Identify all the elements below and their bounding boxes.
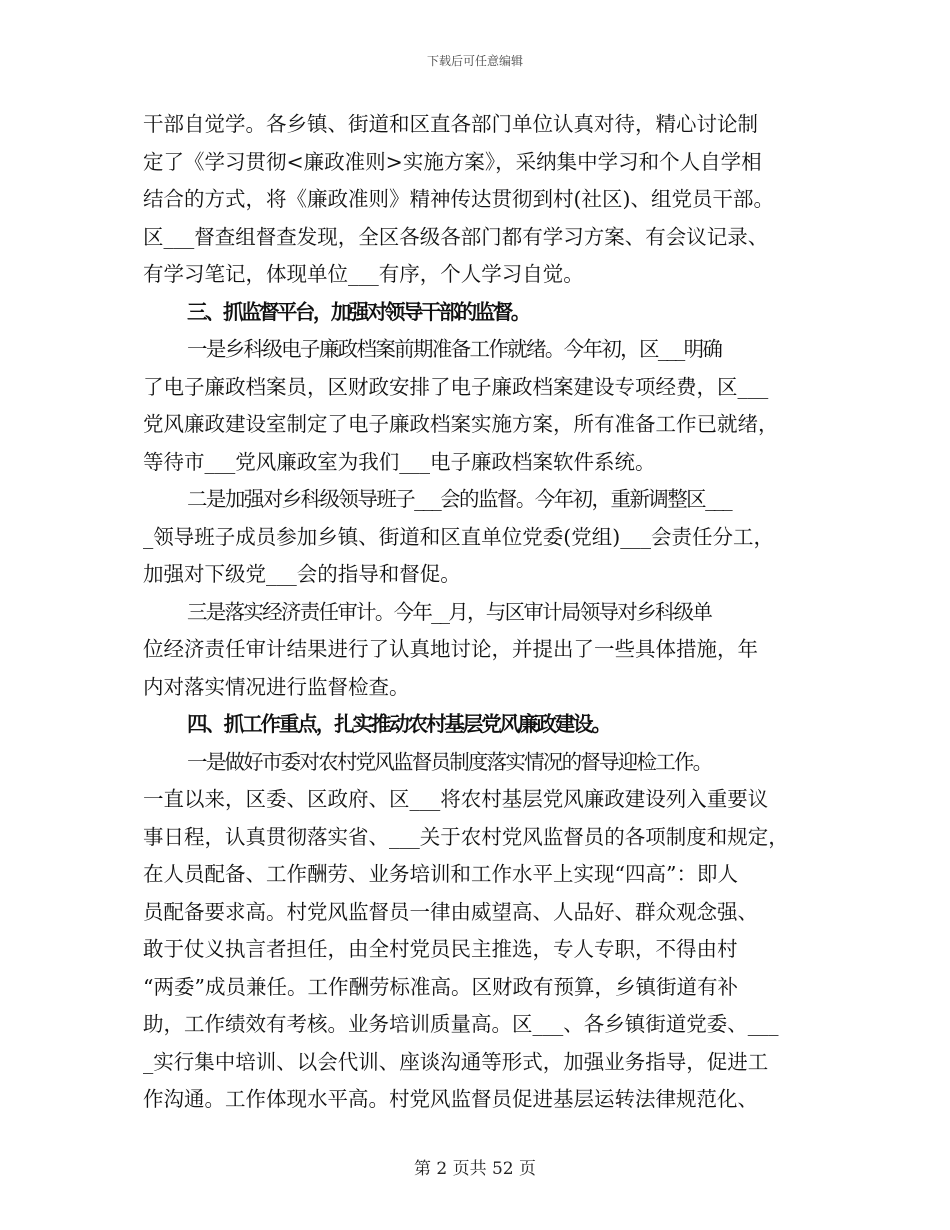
page-header: 下载后可任意编辑 — [426, 54, 523, 68]
document-body — [143, 106, 807, 1119]
text-line: 三是落实经济责任审计。今年__月，与区审计局领导对乡科级单 — [187, 599, 712, 624]
text-line: 位经济责任审计结果进行了认真地讨论，并提出了一些具体措施，年 — [143, 637, 758, 661]
text-line: 了电子廉政档案员，区财政安排了电子廉政档案建设专项经费，区___ — [143, 374, 769, 399]
text-line: 敢于仗义执言者担任，由全村党员民主推选，专人专职，不得由村 — [143, 937, 738, 961]
text-line: 事日程，认真贯彻落实省、___关于农村党风监督员的各项制度和规定， — [143, 824, 789, 849]
text-line: _领导班子成员参加乡镇、街道和区直单位党委(党组)___会责任分工， — [143, 524, 774, 549]
text-line: “两委”成员兼任。工作酬劳标准高。区财政有预算，乡镇街道有补 — [143, 974, 738, 999]
text-line: 有学习笔记，体现单位___有序，个人学习自觉。 — [143, 262, 584, 286]
text-line: 员配备要求高。村党风监督员一律由威望高、人品好、群众观念强、 — [143, 899, 758, 924]
text-line: 助，工作绩效有考核。业务培训质量高。区___、各乡镇街道党委、___ — [143, 1012, 779, 1036]
text-line: 在人员配备、工作酬劳、业务培训和工作水平上实现“四高”：即人 — [143, 862, 738, 886]
text-line: 等待市___党风廉政室为我们___电子廉政档案软件系统。 — [143, 449, 656, 474]
text-line: 干部自觉学。各乡镇、街道和区直各部门单位认真对待，精心讨论制 — [143, 112, 758, 136]
text-line: 作沟通。工作体现水平高。村党风监督员促进基层运转法律规范化、 — [143, 1087, 758, 1111]
section-heading-line: 四、抓工作重点，扎实推动农村基层党风廉政建设。 — [187, 712, 610, 736]
page-footer: 第 2 页共 52 页 — [413, 1159, 537, 1179]
text-line: 一是乡科级电子廉政档案前期准备工作就绪。今年初，区___明确 — [187, 337, 722, 361]
text-line: 区___督查组督查发现，全区各级各部门都有学习方案、有会议记录、 — [143, 224, 769, 249]
text-line: _实行集中培训、以会代训、座谈沟通等形式，加强业务指导，促进工 — [143, 1049, 769, 1074]
text-line: 加强对下级党___会的指导和督促。 — [143, 562, 461, 586]
text-line: 一直以来，区委、区政府、区___将农村基层党风廉政建设列入重要议 — [143, 787, 769, 811]
section-heading-line: 三、抓监督平台，加强对领导干部的监督。 — [187, 299, 529, 324]
text-line: 结合的方式，将《廉政准则》精神传达贯彻到村(社区)、组党员干部。 — [143, 187, 774, 211]
text-line: 定了《学习贯彻<廉政准则>实施方案》，采纳集中学习和个人自学相 — [143, 149, 762, 174]
text-line: 二是加强对乡科级领导班子___会的监督。今年初，重新调整区___ — [187, 487, 732, 511]
text-line: 一是做好市委对农村党风监督员制度落实情况的督导迎检工作。 — [187, 749, 712, 774]
text-line: 内对落实情况进行监督检查。 — [143, 674, 410, 699]
text-line: 党风廉政建设室制定了电子廉政档案实施方案，所有准备工作已就绪， — [143, 412, 779, 436]
